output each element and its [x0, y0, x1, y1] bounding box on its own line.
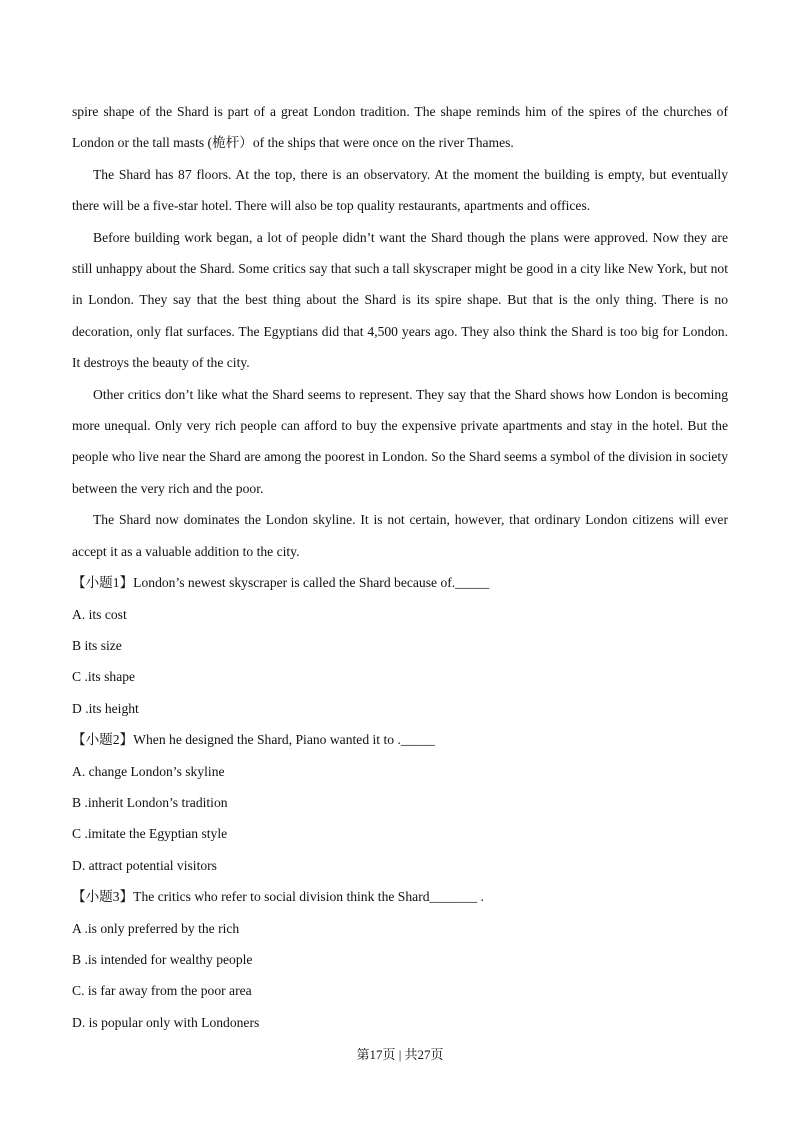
question-stem: 【小题2】When he designed the Shard, Piano wanted it to ._____	[72, 732, 435, 748]
answer-option: C .imitate the Egyptian style	[72, 826, 228, 842]
passage-paragraph-2: The Shard has 87 floors. At the top, there is an observatory. At the moment the building is empty, but eventually there will be a five-star hotel. There will also be top quality restaurants, apartments and offices.	[72, 166, 728, 214]
question-3	[72, 881, 728, 1038]
question-stem: 【小题3】The critics who refer to social division think the Shard_______ .	[72, 889, 484, 905]
passage-paragraph-1: spire shape of the Shard is part of a great London tradition. The shape reminds him of the spires of the churches of London or the tall masts (桅杆）of the ships that were once on the river Thames.	[72, 104, 728, 151]
answer-option: C. is far away from the poor area	[72, 983, 252, 999]
answer-option: D .its height	[72, 700, 139, 716]
question-2	[72, 724, 728, 881]
question-stem: 【小题1】London’s newest skyscraper is called the Shard because of._____	[72, 575, 490, 591]
answer-option: D. is popular only with Londoners	[72, 1014, 260, 1030]
passage-paragraph-3: Before building work began, a lot of people didn’t want the Shard though the plans were approved. Now they are still unhappy about the Shard. Some critics say that such a tall skyscraper might be good in a city like New York, but not in London. They say that the best thing about the Shard is its spire shape. But that is the only thing. There is no decoration, only flat surfaces. The Egyptians did that 4,500 years ago. They also think the Shard is too big for London. It destroys the beauty of the city.	[72, 229, 728, 371]
answer-option: D. attract potential visitors	[72, 857, 217, 873]
question-1	[72, 567, 728, 724]
answer-option: A. change London’s skyline	[72, 763, 225, 779]
answer-option: A. its cost	[72, 606, 127, 622]
answer-option: A .is only preferred by the rich	[72, 920, 240, 936]
answer-option: B .inherit London’s tradition	[72, 794, 228, 810]
document-page	[72, 96, 728, 1038]
page-number-footer: 第17页 | 共27页	[356, 1047, 444, 1062]
answer-option: C .its shape	[72, 669, 136, 685]
passage-paragraph-4: Other critics don’t like what the Shard seems to represent. They say that the Shard shows how London is becoming more unequal. Only very rich people can afford to buy the expensive private apartments and stay in the hotel. But the people who live near the Shard are among the poorest in London. So the Shard seems a symbol of the division in society between the very rich and the poor.	[72, 386, 728, 496]
passage-paragraph-5: The Shard now dominates the London skyline. It is not certain, however, that ordinary London citizens will ever accept it as a valuable addition to the city.	[72, 512, 728, 559]
answer-option: B its size	[72, 637, 122, 653]
answer-option: B .is intended for wealthy people	[72, 951, 253, 967]
